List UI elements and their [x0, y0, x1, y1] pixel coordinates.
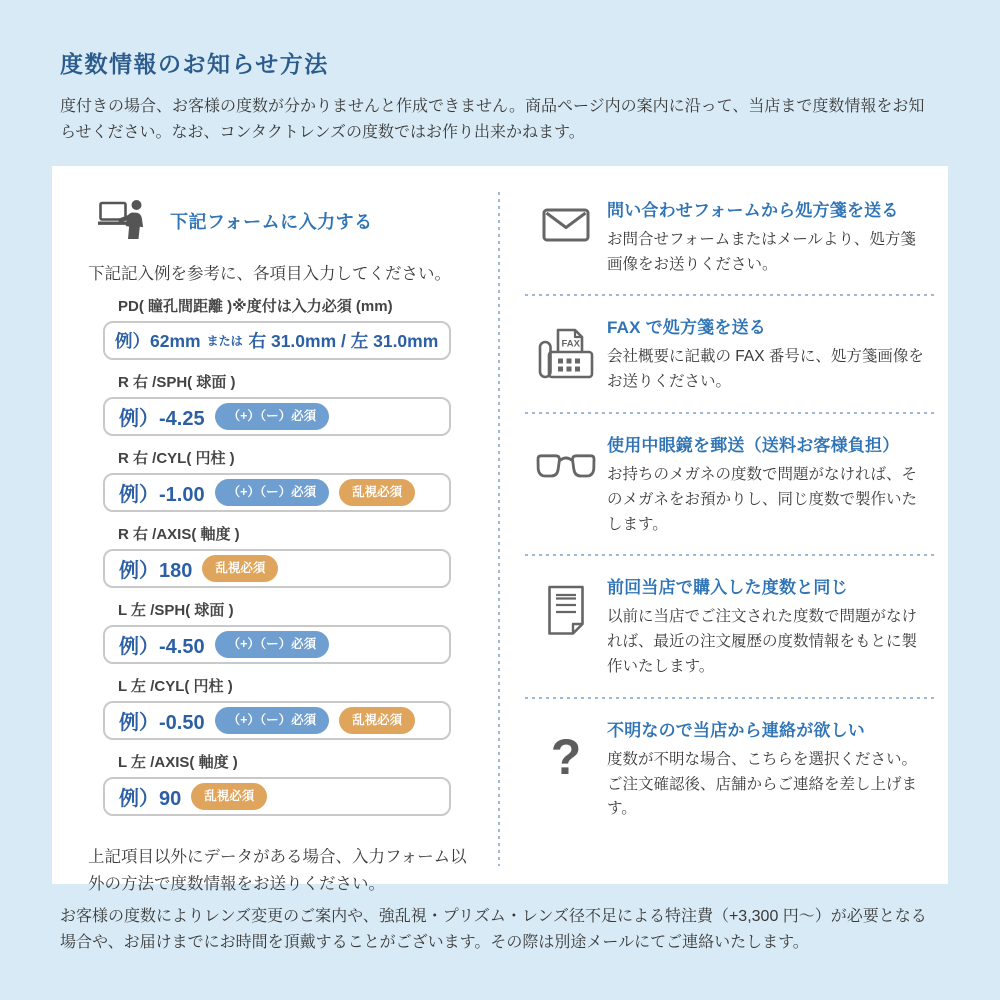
example-box	[103, 321, 451, 360]
form-section	[52, 166, 499, 893]
form-fields	[88, 295, 473, 816]
method-fax	[525, 313, 934, 395]
badge-plus-minus-required: （+）（ー）必須	[215, 631, 330, 658]
field-r-axis	[88, 523, 473, 588]
example-value: 例）-4.25	[119, 407, 205, 430]
example-value: 例）-1.00	[119, 483, 205, 506]
document-icon	[525, 573, 607, 679]
example-value: 例）90	[119, 787, 182, 810]
methods-section	[499, 166, 948, 884]
field-l-sph	[88, 599, 473, 664]
example-value: 例）-0.50	[119, 711, 205, 734]
example-box	[103, 701, 451, 740]
field-label: R 右 /SPH( 球面 )	[118, 373, 236, 391]
example-box	[103, 473, 451, 512]
method-divider	[525, 554, 934, 556]
method-title: 不明なので当店から連絡が欲しい	[607, 720, 865, 740]
badge-plus-minus-required: （+）（ー）必須	[215, 403, 330, 430]
field-r-sph	[88, 371, 473, 436]
page-title: 度数情報のお知らせ方法	[60, 51, 329, 77]
svg-text:FAX: FAX	[561, 338, 580, 350]
method-body: 度数が不明な場合、こちらを選択ください。ご注文確認後、店舗からご連絡を差し上げます。	[607, 750, 918, 818]
badge-astigmatism-required: 乱視必須	[339, 707, 415, 734]
field-l-cyl	[88, 675, 473, 740]
field-l-axis	[88, 751, 473, 816]
field-label: PD( 瞳孔間距離 )※度付は入力必須 (mm)	[118, 297, 393, 315]
method-mail-glasses	[525, 431, 934, 537]
method-title: 問い合わせフォームから処方箋を送る	[607, 200, 899, 220]
intro-text: 度付きの場合、お客様の度数が分かりませんと作成できません。商品ページ内の案内に沿って、当店まで度数情報をお知らせください。なお、コンタクトレンズの度数ではお作り出来かねます。	[60, 98, 925, 141]
example-box	[103, 777, 451, 816]
method-contact-form	[525, 196, 934, 278]
badge-astigmatism-required: 乱視必須	[202, 555, 278, 582]
example-value: 例）-4.50	[119, 635, 205, 658]
method-divider	[525, 412, 934, 414]
badge-astigmatism-required: 乱視必須	[191, 783, 267, 810]
info-panel	[52, 166, 948, 893]
field-label: L 左 /AXIS( 軸度 )	[118, 753, 238, 771]
method-title: FAX で処方箋を送る	[607, 318, 766, 338]
badge-plus-minus-required: （+）（ー）必須	[215, 707, 330, 734]
method-divider	[525, 697, 934, 699]
field-pd	[88, 295, 473, 360]
bottom-note: お客様の度数によりレンズ変更のご案内や、強乱視・プリズム・レンズ径不足による特注費（+3,300 円～）が必要となる場合や、お届けまでにお時間を頂戴することがございます。その際は別途メールにてご連絡いたします。	[60, 907, 927, 951]
form-heading: 下記フォームに入力する	[170, 212, 373, 233]
badge-plus-minus-required: （+）（ー）必須	[215, 479, 330, 506]
method-text	[607, 573, 934, 679]
example-box	[103, 625, 451, 664]
vertical-divider	[498, 192, 500, 866]
method-title: 前回当店で購入した度数と同じ	[607, 578, 848, 598]
method-body: お問合せフォームまたはメールより、処方箋画像をお送りください。	[607, 230, 916, 273]
glasses-icon	[525, 431, 607, 537]
method-body: 以前に当店でご注文された度数で問題がなければ、最近の注文履歴の度数情報をもとに製作いたします。	[607, 608, 918, 675]
example-box	[103, 397, 451, 436]
field-label: R 右 /AXIS( 軸度 )	[118, 525, 240, 543]
form-note: 上記項目以外にデータがある場合、入力フォーム以外の方法で度数情報をお送りください。	[88, 847, 467, 893]
method-text	[607, 196, 934, 278]
field-r-cyl	[88, 447, 473, 512]
method-text	[607, 313, 934, 395]
example-value: 例）180	[119, 559, 193, 582]
badge-astigmatism-required: 乱視必須	[339, 479, 415, 506]
method-body: 会社概要に記載の FAX 番号に、処方箋画像をお送りください。	[607, 348, 924, 391]
example-box	[103, 549, 451, 588]
fax-icon	[525, 313, 607, 395]
person-at-computer-icon	[98, 198, 148, 245]
form-instruction: 下記記入例を参考に、各項目入力してください。	[88, 264, 451, 283]
field-label: L 左 /SPH( 球面 )	[118, 601, 234, 619]
envelope-icon	[525, 196, 607, 278]
form-header	[98, 198, 473, 245]
field-label: L 左 /CYL( 円柱 )	[118, 677, 233, 695]
question-icon: ?	[550, 728, 582, 785]
field-label: R 右 /CYL( 円柱 )	[118, 449, 235, 467]
method-body: お持ちのメガネの度数で問題がなければ、そのメガネをお預かりし、同じ度数で製作いたします。	[607, 466, 918, 533]
example-value: 右 31.0mm / 左 31.0mm	[248, 330, 439, 351]
method-text	[607, 431, 934, 537]
method-text	[607, 716, 934, 822]
method-previous-order	[525, 573, 934, 679]
example-or: または	[206, 333, 243, 348]
method-divider	[525, 294, 934, 296]
method-title: 使用中眼鏡を郵送（送料お客様負担）	[607, 436, 900, 455]
method-unknown-contact	[525, 716, 934, 822]
example-value: 例）62mm	[115, 330, 201, 351]
